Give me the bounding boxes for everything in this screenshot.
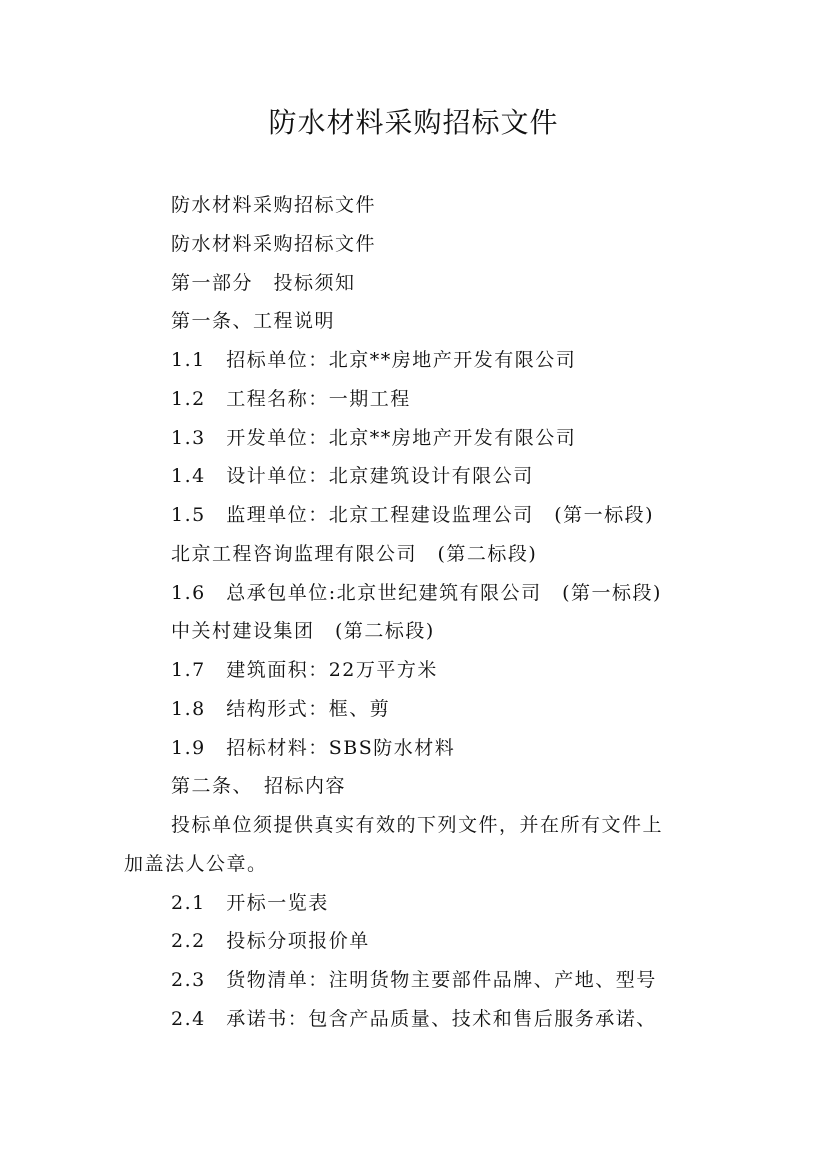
body-line: 1.8 结构形式：框、剪: [171, 698, 391, 720]
article-heading: 第二条、 招标内容: [171, 775, 347, 797]
body-line: 2.4 承诺书：包含产品质量、技术和售后服务承诺、: [171, 1008, 657, 1030]
document-title: 防水材料采购招标文件: [268, 106, 559, 139]
body-line: 投标单位须提供真实有效的下列文件，并在所有文件上: [171, 814, 664, 836]
body-line: 2.3 货物清单：注明货物主要部件品牌、产地、型号: [171, 969, 657, 991]
body-line: 中关村建设集团 (第二标段): [171, 620, 435, 642]
body-line: 1.3 开发单位：北京**房地产开发有限公司: [171, 427, 577, 449]
section-heading: 第一部分 投标须知: [171, 272, 356, 294]
body-line: 1.7 建筑面积：22万平方米: [171, 659, 438, 681]
body-line: 北京工程咨询监理有限公司 (第二标段): [171, 543, 538, 565]
body-line: 加盖法人公章。: [124, 853, 268, 875]
body-line: 1.1 招标单位：北京**房地产开发有限公司: [171, 349, 577, 371]
body-line: 1.5 监理单位：北京工程建设监理公司 (第一标段): [171, 504, 655, 526]
body-line: 1.9 招标材料：SBS防水材料: [171, 737, 456, 759]
body-line: 防水材料采购招标文件: [171, 194, 377, 216]
body-line: 2.2 投标分项报价单: [171, 930, 370, 952]
body-line: 1.2 工程名称：一期工程: [171, 388, 411, 410]
article-heading: 第一条、工程说明: [171, 310, 336, 332]
body-line: 1.4 设计单位：北京建筑设计有限公司: [171, 465, 534, 487]
body-line: 防水材料采购招标文件: [171, 233, 377, 255]
body-line: 1.6 总承包单位:北京世纪建筑有限公司 (第一标段): [171, 582, 662, 604]
body-line: 2.1 开标一览表: [171, 892, 329, 914]
